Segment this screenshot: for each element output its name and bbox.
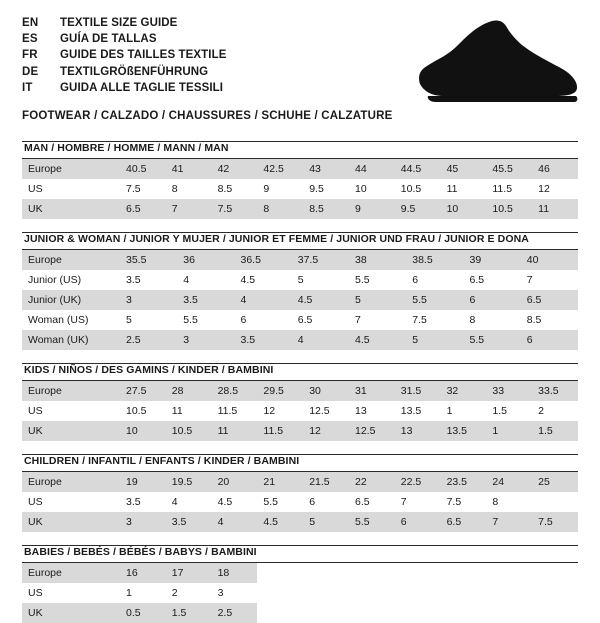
- section-children: [22, 454, 578, 532]
- cell: [257, 563, 303, 583]
- table-row: [22, 472, 578, 492]
- cell: 7: [486, 512, 532, 532]
- cell: 6: [309, 496, 316, 508]
- table-row: [22, 563, 578, 583]
- cell: 5.5: [464, 330, 521, 350]
- table-row: [22, 492, 578, 512]
- cell: 5: [297, 274, 304, 286]
- language-title: GUIDA ALLE TAGLIE TESSILI: [60, 81, 224, 94]
- cell: 11: [446, 183, 458, 195]
- cell: 4: [171, 496, 178, 508]
- cell: [532, 603, 578, 623]
- cell: [486, 563, 532, 583]
- table-row: [22, 310, 578, 330]
- cell: 21: [257, 472, 303, 492]
- row-label: Europe: [22, 159, 120, 179]
- cell: 1: [446, 405, 453, 417]
- table-row: [22, 199, 578, 219]
- cell: [303, 583, 349, 603]
- language-code: IT: [22, 81, 33, 94]
- cell: 8.5: [526, 314, 542, 326]
- section-babies: [22, 545, 578, 623]
- language-title: TEXTILGRÖßENFÜHRUNG: [60, 65, 209, 78]
- cell: 44: [349, 159, 395, 179]
- cell: 3.5: [235, 330, 292, 350]
- cell: 11: [171, 405, 183, 417]
- cell: 7.5: [532, 512, 578, 532]
- cell: 45: [441, 159, 487, 179]
- cell: 39: [464, 250, 521, 270]
- cell: 11.5: [257, 421, 303, 441]
- language-title: GUIDE DES TAILLES TEXTILE: [60, 49, 227, 62]
- cell: 4: [212, 512, 258, 532]
- language-title: TEXTILE SIZE GUIDE: [60, 17, 178, 29]
- header: [0, 0, 600, 128]
- cell: 1.5: [166, 603, 212, 623]
- cell: 40: [521, 250, 578, 270]
- cell: 38.5: [406, 250, 463, 270]
- row-label: Woman (UK): [22, 330, 120, 350]
- cell: 5: [406, 330, 463, 350]
- cell: 8: [171, 183, 178, 195]
- language-row: [22, 65, 227, 81]
- cell: 33: [486, 381, 532, 401]
- cell: 10: [120, 421, 166, 441]
- language-row: [22, 81, 227, 97]
- cell: [257, 583, 303, 603]
- language-code: DE: [22, 65, 39, 78]
- table-row: [22, 421, 578, 441]
- cell: [395, 603, 441, 623]
- language-code: FR: [22, 49, 38, 62]
- cell: 10.5: [400, 183, 422, 195]
- cell: 10: [354, 183, 367, 195]
- cell: 7: [166, 199, 212, 219]
- cell: [349, 563, 395, 583]
- cell: 1.5: [492, 405, 507, 417]
- size-table: [22, 250, 578, 350]
- cell: 19.5: [166, 472, 212, 492]
- cell: [486, 603, 532, 623]
- size-table: [22, 159, 578, 219]
- cell: 5: [303, 512, 349, 532]
- cell: 6: [240, 314, 247, 326]
- cell: [532, 563, 578, 583]
- row-label: Europe: [22, 381, 120, 401]
- cell: 6.5: [521, 290, 578, 310]
- cell: [395, 563, 441, 583]
- cell: 22: [349, 472, 395, 492]
- cell: 5: [126, 314, 132, 326]
- language-title-list: [22, 16, 227, 97]
- cell: 6.5: [297, 314, 313, 326]
- cell: 12: [303, 421, 349, 441]
- cell: 38: [349, 250, 406, 270]
- row-label: Europe: [22, 563, 120, 583]
- cell: 12.5: [309, 405, 330, 417]
- dress-shoe-icon: [392, 18, 582, 104]
- cell: 3: [120, 512, 166, 532]
- row-label: Europe: [22, 472, 120, 492]
- row-label: Junior (UK): [22, 290, 120, 310]
- cell: 32: [441, 381, 487, 401]
- cell: 7: [355, 314, 361, 326]
- cell: 11: [532, 199, 578, 219]
- cell: 7.5: [126, 183, 141, 195]
- footwear-heading: FOOTWEAR / CALZADO / CHAUSSURES / SCHUHE / CALZATURE: [22, 109, 393, 122]
- cell: 4: [183, 274, 190, 286]
- table-row: [22, 250, 578, 270]
- cell: 8.5: [303, 199, 349, 219]
- cell: 8.5: [217, 183, 233, 195]
- cell: 45.5: [486, 159, 532, 179]
- row-label: UK: [22, 603, 120, 623]
- cell: 6: [412, 274, 419, 286]
- cell: 9: [349, 199, 395, 219]
- cell: 31: [349, 381, 395, 401]
- table-row: [22, 512, 578, 532]
- cell: 2.5: [120, 330, 177, 350]
- section-title: CHILDREN / INFANTIL / ENFANTS / KINDER / BAMBINI: [24, 455, 300, 467]
- cell: 13.5: [441, 421, 487, 441]
- cell: [441, 603, 487, 623]
- cell: 3.5: [126, 274, 141, 286]
- cell: 20: [212, 472, 258, 492]
- cell: 37.5: [292, 250, 349, 270]
- cell: 6.5: [441, 512, 487, 532]
- row-label: US: [28, 587, 43, 599]
- cell: 41: [166, 159, 212, 179]
- cell: 36: [177, 250, 234, 270]
- section-man: [22, 141, 578, 219]
- cell: 43: [303, 159, 349, 179]
- cell: 4.5: [217, 496, 233, 508]
- cell: [257, 603, 303, 623]
- table-row: [22, 179, 578, 199]
- cell: 35.5: [120, 250, 177, 270]
- cell: 6: [395, 512, 441, 532]
- cell: 24: [486, 472, 532, 492]
- row-label: Europe: [22, 250, 120, 270]
- table-row: [22, 401, 578, 421]
- cell: 12.5: [349, 421, 395, 441]
- language-row: [22, 48, 227, 64]
- cell: 5.5: [406, 290, 463, 310]
- cell: 28: [166, 381, 212, 401]
- cell: 25: [532, 472, 578, 492]
- cell: 7: [400, 496, 407, 508]
- cell: 2.5: [212, 603, 258, 623]
- cell: 12: [263, 405, 276, 417]
- cell: 3: [217, 587, 224, 599]
- cell: 8: [469, 314, 476, 326]
- cell: 16: [120, 563, 166, 583]
- cell: 10.5: [486, 199, 532, 219]
- size-table: [22, 563, 578, 623]
- cell: 27.5: [120, 381, 166, 401]
- cell: [303, 563, 349, 583]
- cell: 9: [263, 183, 270, 195]
- cell: [441, 563, 487, 583]
- cell: 2: [538, 405, 545, 417]
- cell: 33.5: [532, 381, 578, 401]
- cell: 17: [166, 563, 212, 583]
- cell: 5.5: [183, 314, 198, 326]
- cell: 42.5: [257, 159, 303, 179]
- cell: [349, 583, 395, 603]
- row-label: UK: [22, 421, 120, 441]
- table-row: [22, 603, 578, 623]
- cell: 8: [492, 496, 499, 508]
- row-label: US: [28, 496, 43, 508]
- cell: 21.5: [303, 472, 349, 492]
- table-row: [22, 330, 578, 350]
- cell: 23.5: [441, 472, 487, 492]
- cell: [532, 492, 578, 512]
- section-title: JUNIOR & WOMAN / JUNIOR Y MUJER / JUNIOR ET FEMME / JUNIOR UND FRAU / JUNIOR E DONA: [24, 233, 529, 245]
- table-row: [22, 270, 578, 290]
- cell: 42: [212, 159, 258, 179]
- row-label: US: [28, 405, 43, 417]
- cell: 4.5: [257, 512, 303, 532]
- cell: 0.5: [120, 603, 166, 623]
- row-label: Woman (US): [28, 314, 89, 326]
- cell: 29.5: [257, 381, 303, 401]
- language-row: [22, 16, 227, 32]
- cell: 11.5: [492, 183, 513, 195]
- cell: 36.5: [235, 250, 292, 270]
- cell: 4.5: [292, 290, 349, 310]
- cell: 10.5: [126, 405, 147, 417]
- cell: 28.5: [212, 381, 258, 401]
- cell: 4.5: [240, 274, 256, 286]
- section-junior-woman: [22, 232, 578, 350]
- cell: 19: [120, 472, 166, 492]
- section-kids: [22, 363, 578, 441]
- row-label: Junior (US): [28, 274, 82, 286]
- table-row: [22, 583, 578, 603]
- cell: 9.5: [309, 183, 324, 195]
- cell: 46: [532, 159, 578, 179]
- cell: 5.5: [349, 512, 395, 532]
- cell: 4.5: [349, 330, 406, 350]
- size-tables: [0, 141, 600, 623]
- cell: [349, 603, 395, 623]
- cell: 7.5: [412, 314, 427, 326]
- cell: [532, 583, 578, 603]
- cell: 1: [486, 421, 532, 441]
- table-row: [22, 381, 578, 401]
- cell: 6.5: [120, 199, 166, 219]
- cell: 13: [354, 405, 367, 417]
- cell: 2: [171, 587, 178, 599]
- cell: 6.5: [469, 274, 485, 286]
- cell: 3.5: [126, 496, 141, 508]
- cell: 7.5: [446, 496, 462, 508]
- cell: 7.5: [212, 199, 258, 219]
- cell: [486, 583, 532, 603]
- cell: 3: [120, 290, 177, 310]
- cell: 18: [212, 563, 258, 583]
- cell: 40.5: [120, 159, 166, 179]
- cell: 7: [526, 274, 533, 286]
- cell: 11.5: [217, 405, 238, 417]
- cell: 8: [257, 199, 303, 219]
- cell: 13: [395, 421, 441, 441]
- cell: 4: [292, 330, 349, 350]
- language-row: [22, 32, 227, 48]
- section-title: MAN / HOMBRE / HOMME / MANN / MAN: [24, 142, 229, 154]
- row-label: UK: [22, 512, 120, 532]
- cell: 6: [521, 330, 578, 350]
- cell: 10: [441, 199, 487, 219]
- cell: [441, 583, 487, 603]
- cell: 1.5: [532, 421, 578, 441]
- table-row: [22, 290, 578, 310]
- cell: [303, 603, 349, 623]
- cell: 10.5: [166, 421, 212, 441]
- section-title: BABIES / BEBÉS / BÉBÉS / BABYS / BAMBINI: [24, 546, 257, 558]
- language-code: ES: [22, 33, 38, 46]
- cell: 5: [349, 290, 406, 310]
- cell: 9.5: [395, 199, 441, 219]
- cell: 12: [538, 183, 550, 195]
- language-code: EN: [22, 17, 39, 29]
- section-title: KIDS / NIÑOS / DES GAMINS / KINDER / BAMBINI: [24, 364, 274, 376]
- row-label: UK: [22, 199, 120, 219]
- cell: [395, 583, 441, 603]
- cell: 1: [126, 587, 132, 599]
- cell: 3: [177, 330, 234, 350]
- cell: 13.5: [400, 405, 422, 417]
- cell: 11: [212, 421, 258, 441]
- cell: 31.5: [395, 381, 441, 401]
- cell: 22.5: [395, 472, 441, 492]
- table-row: [22, 159, 578, 179]
- language-title: GUÍA DE TALLAS: [60, 33, 157, 46]
- size-table: [22, 472, 578, 532]
- cell: 30: [303, 381, 349, 401]
- cell: 3.5: [177, 290, 234, 310]
- cell: 4: [235, 290, 292, 310]
- row-label: US: [28, 183, 43, 195]
- cell: 6.5: [354, 496, 370, 508]
- size-table: [22, 381, 578, 441]
- cell: 3.5: [166, 512, 212, 532]
- cell: 6: [464, 290, 521, 310]
- cell: 5.5: [355, 274, 370, 286]
- cell: 44.5: [395, 159, 441, 179]
- cell: 5.5: [263, 496, 278, 508]
